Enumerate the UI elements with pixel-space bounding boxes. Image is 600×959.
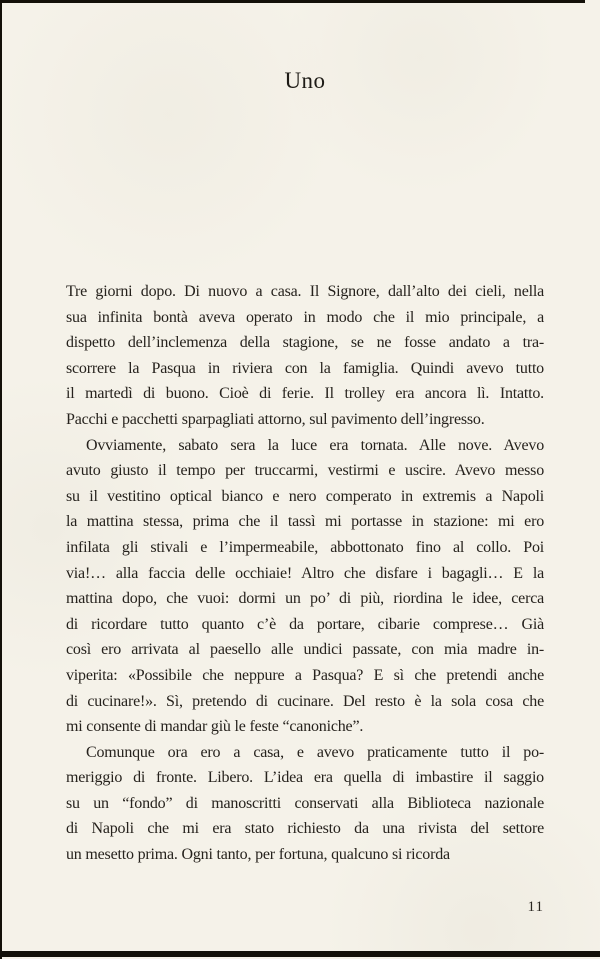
text-line: Tre giorni dopo. Di nuovo a casa. Il Signore, dall’alto dei cieli, nella [66, 283, 544, 300]
paragraph [66, 433, 544, 740]
scan-edge-bottom [0, 951, 600, 957]
page-number: 11 [527, 899, 544, 915]
text-line: sua infinita bontà aveva operato in modo che il mio principale, a [66, 308, 544, 326]
text-line: viperita: «Possibile che neppure a Pasqua? E sì che pretendi anche [66, 666, 544, 684]
text-line: un mesetto prima. Ogni tanto, per fortuna, qualcuno si ricorda [66, 846, 450, 864]
text-line: Comunque ora ero a casa, e avevo praticamente tutto il po- [86, 743, 544, 761]
text-line: di Napoli che mi era stato richiesto da una rivista del settore [66, 820, 544, 838]
text-line: la mattina stessa, prima che il tassì mi portasse in stazione: mi ero [66, 513, 544, 531]
paragraph [66, 740, 544, 868]
text-line: via!… alla faccia delle occhiaie! Altro che disfare i bagagli… E la [66, 564, 544, 582]
text-line: dispetto dell’inclemenza della stagione, se ne fosse andato a tra- [66, 334, 544, 352]
text-line: di cucinare!». Sì, pretendo di cucinare. Del resto è la sola cosa che [66, 692, 544, 710]
body-text [66, 279, 544, 868]
chapter-title: Uno [284, 68, 326, 93]
text-line: avuto giusto il tempo per truccarmi, vestirmi e uscire. Avevo messo [66, 462, 544, 480]
text-line: Pacchi e pacchetti sparpagliati attorno, sul pavimento dell’ingresso. [66, 410, 485, 428]
text-line: di ricordare tutto quanto c’è da portare, cibarie comprese… Già [66, 615, 544, 633]
text-line: su un “fondo” di manoscritti conservati alla Biblioteca nazionale [66, 794, 544, 812]
text-line: scorrere la Pasqua in riviera con la famiglia. Quindi avevo tutto [66, 359, 544, 377]
text-line: il martedì di buono. Cioè di ferie. Il trolley era ancora lì. Intatto. [66, 385, 544, 403]
text-line: Ovviamente, sabato sera la luce era tornata. Alle nove. Avevo [86, 436, 544, 454]
text-line: su il vestitino optical bianco e nero comperato in extremis a Napoli [66, 487, 544, 505]
text-line: mi consente di mandar giù le feste “canoniche”. [66, 718, 364, 736]
scan-edge-left [0, 0, 2, 959]
scan-edge-top [0, 0, 585, 3]
paragraph [66, 279, 544, 433]
text-line: così ero arrivata al paesello alle undici passate, con mia madre in- [66, 641, 544, 659]
text-line: mattina dopo, che vuoi: dormi un po’ di più, riordina le idee, cerca [66, 590, 544, 608]
text-line: infilata gli stivali e l’impermeabile, abbottonato fino al collo. Poi [66, 538, 544, 556]
text-line: meriggio di fronte. Libero. L’idea era quella di imbastire il saggio [66, 769, 544, 787]
